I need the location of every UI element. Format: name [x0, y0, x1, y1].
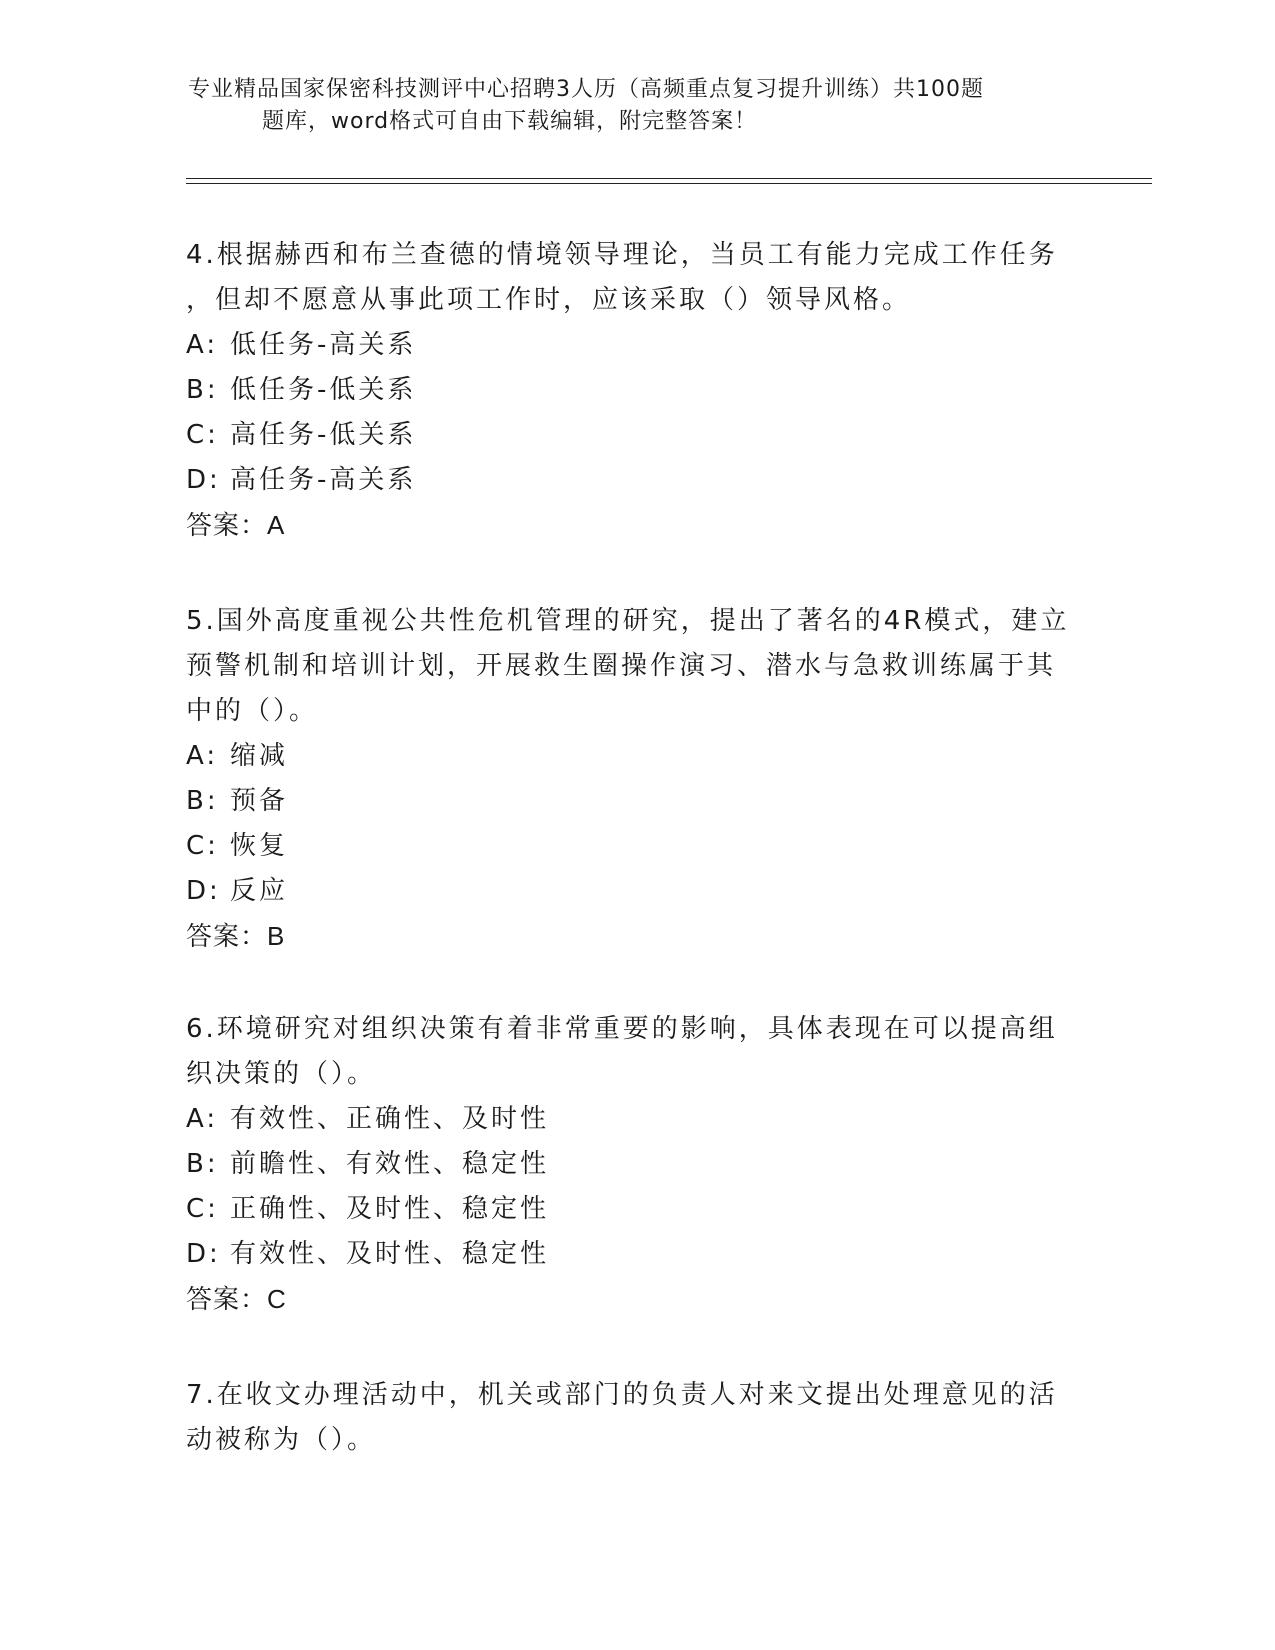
option-text: 高任务-低关系 [230, 420, 417, 450]
option-text: 正确性、及时性、稳定性 [230, 1194, 550, 1224]
question-stem-line: 5.国外高度重视公共性危机管理的研究，提出了著名的4R模式，建立 [186, 606, 1070, 636]
option-letter: A: [186, 741, 219, 771]
question-5 [186, 599, 1086, 959]
option-text: 预备 [230, 786, 289, 816]
option-d [186, 458, 1086, 503]
header-divider-top [186, 178, 1152, 179]
option-letter: C: [186, 831, 219, 861]
option-a [186, 1097, 1086, 1142]
option-c [186, 413, 1086, 458]
option-letter: B: [186, 786, 219, 816]
document-header [188, 74, 1068, 138]
question-7 [186, 1373, 1086, 1463]
option-a [186, 734, 1086, 779]
option-text: 缩减 [230, 741, 289, 771]
option-text: 反应 [230, 876, 289, 906]
option-d [186, 1232, 1086, 1277]
option-text: 低任务-高关系 [230, 330, 417, 360]
option-letter: A: [186, 1104, 219, 1134]
option-letter: D: [186, 1239, 221, 1269]
question-4 [186, 233, 1086, 548]
header-title-line-1: 专业精品国家保密科技测评中心招聘3人历（高频重点复习提升训练）共100题 [188, 77, 984, 102]
header-divider-bottom [186, 183, 1152, 184]
question-stem-line: 织决策的（）。 [186, 1059, 377, 1089]
option-b [186, 1142, 1086, 1187]
option-letter: D: [186, 465, 221, 495]
option-b [186, 779, 1086, 824]
question-stem-line: ，但却不愿意从事此项工作时，应该采取（）领导风格。 [186, 285, 912, 315]
question-stem-line: 6.环境研究对组织决策有着非常重要的影响，具体表现在可以提高组 [186, 1014, 1058, 1044]
question-stem-line: 预警机制和培训计划，开展救生圈操作演习、潜水与急救训练属于其 [186, 651, 1057, 681]
option-text: 有效性、正确性、及时性 [230, 1104, 550, 1134]
option-d [186, 869, 1086, 914]
option-letter: D: [186, 876, 221, 906]
option-text: 前瞻性、有效性、稳定性 [230, 1149, 550, 1179]
answer-key: 答案：A [186, 510, 286, 540]
option-c [186, 1187, 1086, 1232]
option-letter: B: [186, 1149, 219, 1179]
option-b [186, 368, 1086, 413]
question-stem-line: 7.在收文办理活动中，机关或部门的负责人对来文提出处理意见的活 [186, 1380, 1058, 1410]
option-text: 低任务-低关系 [230, 375, 417, 405]
header-title-line-2: 题库，word格式可自由下载编辑，附完整答案！ [262, 109, 758, 134]
option-text: 高任务-高关系 [230, 465, 417, 495]
option-c [186, 824, 1086, 869]
question-stem-line: 中的（）。 [186, 696, 319, 726]
option-letter: C: [186, 1194, 219, 1224]
question-stem-line: 动被称为（）。 [186, 1425, 377, 1455]
answer-key: 答案：B [186, 921, 286, 951]
option-letter: B: [186, 375, 219, 405]
option-a [186, 323, 1086, 368]
option-letter: A: [186, 330, 219, 360]
option-letter: C: [186, 420, 219, 450]
option-text: 恢复 [230, 831, 289, 861]
answer-key: 答案：C [186, 1284, 287, 1314]
option-text: 有效性、及时性、稳定性 [230, 1239, 550, 1269]
question-6 [186, 1007, 1086, 1322]
question-stem-line: 4.根据赫西和布兰查德的情境领导理论，当员工有能力完成工作任务 [186, 240, 1058, 270]
